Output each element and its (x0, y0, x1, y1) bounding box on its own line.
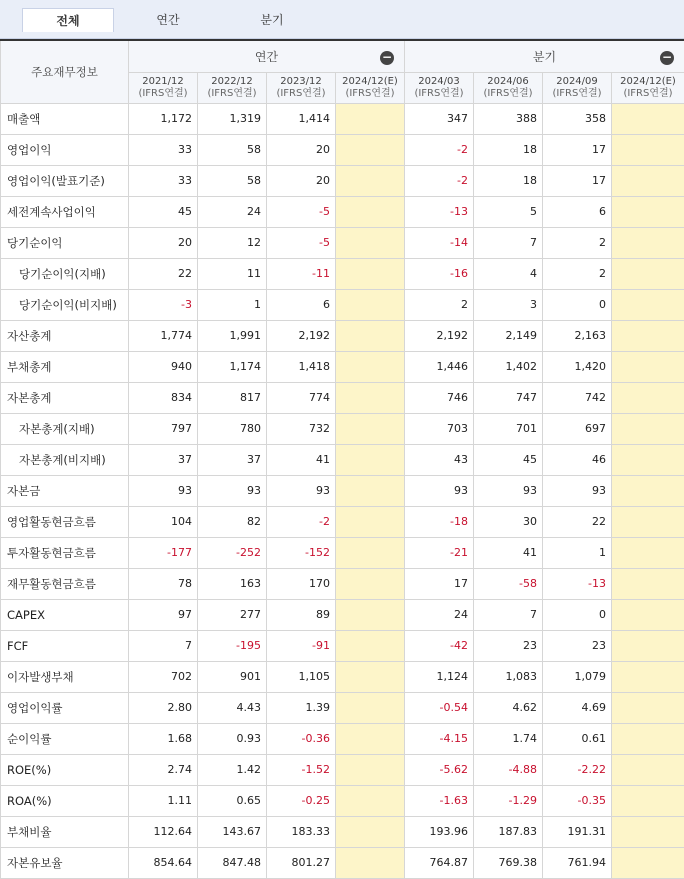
column-period: 2024/09 (556, 75, 598, 87)
table-cell (336, 785, 405, 816)
table-cell: -42 (405, 630, 474, 661)
table-cell (612, 599, 684, 630)
table-cell: 769.38 (474, 847, 543, 878)
column-basis: (IFRS연결) (483, 87, 533, 99)
table-cell: 78 (129, 568, 198, 599)
table-cell: 104 (129, 506, 198, 537)
table-cell: 45 (474, 444, 543, 475)
table-cell: 22 (129, 258, 198, 289)
table-cell: 112.64 (129, 816, 198, 847)
table-cell: 1.68 (129, 723, 198, 754)
table-cell: 701 (474, 413, 543, 444)
table-row (1, 196, 684, 227)
table-cell: -2.22 (543, 754, 612, 785)
table-cell: -13 (405, 196, 474, 227)
table-cell: 37 (198, 444, 267, 475)
table-cell: 1,420 (543, 351, 612, 382)
table-cell: 1,319 (198, 103, 267, 134)
table-row (1, 382, 684, 413)
table-cell: 2,149 (474, 320, 543, 351)
row-label: 당기순이익 (1, 227, 129, 258)
table-cell: 702 (129, 661, 198, 692)
table-cell: 0 (543, 289, 612, 320)
table-cell: 93 (267, 475, 336, 506)
table-cell: -1.29 (474, 785, 543, 816)
table-cell (612, 785, 684, 816)
table-cell: 5 (474, 196, 543, 227)
column-header (198, 72, 267, 103)
table-cell: 2.74 (129, 754, 198, 785)
table-cell (612, 506, 684, 537)
table-row (1, 134, 684, 165)
table-cell: 20 (129, 227, 198, 258)
table-cell: 24 (198, 196, 267, 227)
table-cell (612, 258, 684, 289)
table-cell (612, 196, 684, 227)
table-cell: 0.65 (198, 785, 267, 816)
table-cell: -58 (474, 568, 543, 599)
table-cell: 97 (129, 599, 198, 630)
row-label: CAPEX (1, 599, 129, 630)
table-row (1, 506, 684, 537)
column-basis: (IFRS연결) (345, 87, 395, 99)
table-cell: 93 (405, 475, 474, 506)
table-cell: -18 (405, 506, 474, 537)
table-cell: 1 (543, 537, 612, 568)
table-cell: 183.33 (267, 816, 336, 847)
table-cell: 2,163 (543, 320, 612, 351)
table-cell: 0 (543, 599, 612, 630)
table-row (1, 289, 684, 320)
column-header (612, 72, 684, 103)
table-cell (336, 754, 405, 785)
table-row (1, 351, 684, 382)
row-label: 매출액 (1, 103, 129, 134)
table-cell: 7 (129, 630, 198, 661)
table-cell: 1,414 (267, 103, 336, 134)
table-cell: -152 (267, 537, 336, 568)
table-cell: -0.36 (267, 723, 336, 754)
table-cell: -252 (198, 537, 267, 568)
table-cell: 20 (267, 165, 336, 196)
table-cell (336, 320, 405, 351)
table-cell: 37 (129, 444, 198, 475)
column-header (543, 72, 612, 103)
column-basis: (IFRS연결) (138, 87, 188, 99)
table-row (1, 320, 684, 351)
table-row (1, 568, 684, 599)
tab-bar (0, 0, 684, 39)
table-cell: 732 (267, 413, 336, 444)
table-cell: 33 (129, 134, 198, 165)
table-cell: 1 (198, 289, 267, 320)
table-row (1, 692, 684, 723)
table-row (1, 785, 684, 816)
row-label: 영업활동현금흐름 (1, 506, 129, 537)
table-cell: 1,446 (405, 351, 474, 382)
tab-quarter[interactable]: 분기 (260, 13, 284, 27)
table-cell: 358 (543, 103, 612, 134)
table-cell: 4.62 (474, 692, 543, 723)
table-cell: 17 (543, 134, 612, 165)
table-cell (336, 413, 405, 444)
table-cell: -5.62 (405, 754, 474, 785)
table-row (1, 599, 684, 630)
table-cell (336, 134, 405, 165)
table-cell (612, 847, 684, 878)
table-cell: -1.63 (405, 785, 474, 816)
table-cell (336, 444, 405, 475)
table-cell: 11 (198, 258, 267, 289)
table-cell: -195 (198, 630, 267, 661)
table-cell (336, 630, 405, 661)
table-row (1, 816, 684, 847)
table-cell: -4.88 (474, 754, 543, 785)
table-cell: -0.25 (267, 785, 336, 816)
table-cell (612, 320, 684, 351)
table-row (1, 413, 684, 444)
collapse-annual-icon[interactable]: − (381, 50, 393, 64)
column-header (267, 72, 336, 103)
table-cell: 797 (129, 413, 198, 444)
row-label: 자본총계(지배) (1, 413, 129, 444)
row-label: 자본총계 (1, 382, 129, 413)
table-cell (612, 816, 684, 847)
table-cell: 93 (543, 475, 612, 506)
row-label: 영업이익률 (1, 692, 129, 723)
table-cell: 780 (198, 413, 267, 444)
table-cell: -2 (405, 134, 474, 165)
row-label: 이자발생부채 (1, 661, 129, 692)
table-cell (336, 847, 405, 878)
table-cell (612, 165, 684, 196)
table-cell: 24 (405, 599, 474, 630)
table-cell: 1.11 (129, 785, 198, 816)
table-cell: 1,172 (129, 103, 198, 134)
table-cell (336, 258, 405, 289)
row-label: 자본금 (1, 475, 129, 506)
column-header (336, 72, 405, 103)
table-cell: 23 (474, 630, 543, 661)
table-cell: -14 (405, 227, 474, 258)
table-cell: 746 (405, 382, 474, 413)
table-row (1, 661, 684, 692)
quarter-group-label: 분기 (532, 49, 557, 64)
table-row (1, 537, 684, 568)
table-cell: 761.94 (543, 847, 612, 878)
column-header (474, 72, 543, 103)
row-label: 영업이익(발표기준) (1, 165, 129, 196)
table-cell: 801.27 (267, 847, 336, 878)
table-cell: 43 (405, 444, 474, 475)
table-cell (336, 289, 405, 320)
column-period: 2024/03 (418, 75, 460, 87)
table-cell: 834 (129, 382, 198, 413)
table-cell: 7 (474, 599, 543, 630)
column-period: 2024/06 (487, 75, 529, 87)
table-cell: 93 (474, 475, 543, 506)
table-cell (612, 630, 684, 661)
row-label: ROA(%) (1, 785, 129, 816)
table-cell (336, 692, 405, 723)
table-cell (336, 599, 405, 630)
table-cell: 742 (543, 382, 612, 413)
table-cell: -16 (405, 258, 474, 289)
table-cell (336, 568, 405, 599)
table-cell: 2 (543, 227, 612, 258)
table-cell: 143.67 (198, 816, 267, 847)
row-label: 투자활동현금흐름 (1, 537, 129, 568)
table-cell (612, 134, 684, 165)
table-row (1, 630, 684, 661)
table-cell: 1,774 (129, 320, 198, 351)
table-row (1, 103, 684, 134)
annual-group-header (129, 40, 405, 72)
table-cell (612, 444, 684, 475)
table-cell (336, 382, 405, 413)
row-label: 부채총계 (1, 351, 129, 382)
table-cell: 1,402 (474, 351, 543, 382)
table-cell: 41 (474, 537, 543, 568)
table-row (1, 754, 684, 785)
table-cell: -4.15 (405, 723, 474, 754)
row-label: 자본유보율 (1, 847, 129, 878)
table-cell: -2 (405, 165, 474, 196)
table-cell: 1,083 (474, 661, 543, 692)
column-period: 2024/12(E) (342, 75, 398, 87)
table-cell: 347 (405, 103, 474, 134)
row-label: FCF (1, 630, 129, 661)
row-label: 당기순이익(비지배) (1, 289, 129, 320)
table-cell: 1,991 (198, 320, 267, 351)
table-cell: 388 (474, 103, 543, 134)
table-cell (336, 506, 405, 537)
table-cell: 0.93 (198, 723, 267, 754)
table-cell (612, 227, 684, 258)
table-cell: -11 (267, 258, 336, 289)
table-cell (336, 475, 405, 506)
table-cell: 1,418 (267, 351, 336, 382)
column-basis: (IFRS연결) (552, 87, 602, 99)
row-label: 세전계속사업이익 (1, 196, 129, 227)
table-cell: 58 (198, 134, 267, 165)
table-cell: 58 (198, 165, 267, 196)
table-cell: 4.43 (198, 692, 267, 723)
table-cell: 170 (267, 568, 336, 599)
table-cell: -2 (267, 506, 336, 537)
table-row (1, 723, 684, 754)
table-cell: 4.69 (543, 692, 612, 723)
table-cell (336, 103, 405, 134)
table-cell: -177 (129, 537, 198, 568)
column-period: 2022/12 (211, 75, 253, 87)
annual-group-label: 연간 (254, 49, 279, 64)
row-label: 자본총계(비지배) (1, 444, 129, 475)
column-basis: (IFRS연결) (207, 87, 257, 99)
column-period: 2024/12(E) (620, 75, 676, 87)
table-cell: 847.48 (198, 847, 267, 878)
table-cell: 747 (474, 382, 543, 413)
table-cell: 697 (543, 413, 612, 444)
table-cell (336, 165, 405, 196)
financial-summary-table (0, 39, 684, 879)
table-cell: 3 (474, 289, 543, 320)
table-cell: 854.64 (129, 847, 198, 878)
table-cell (612, 413, 684, 444)
table-cell (612, 661, 684, 692)
table-cell: 1,174 (198, 351, 267, 382)
table-cell: 191.31 (543, 816, 612, 847)
table-cell (612, 351, 684, 382)
row-label: 당기순이익(지배) (1, 258, 129, 289)
row-header-label: 주요재무정보 (1, 40, 129, 103)
table-cell: 940 (129, 351, 198, 382)
table-cell: 41 (267, 444, 336, 475)
table-cell: 89 (267, 599, 336, 630)
table-cell (336, 816, 405, 847)
table-cell: 45 (129, 196, 198, 227)
table-cell: 163 (198, 568, 267, 599)
table-cell: 1,124 (405, 661, 474, 692)
column-basis: (IFRS연결) (276, 87, 326, 99)
table-cell: -5 (267, 196, 336, 227)
row-label: 자산총계 (1, 320, 129, 351)
table-cell: 1.39 (267, 692, 336, 723)
column-header (129, 72, 198, 103)
table-cell (612, 103, 684, 134)
table-cell: 2.80 (129, 692, 198, 723)
table-cell: 82 (198, 506, 267, 537)
table-cell: 20 (267, 134, 336, 165)
table-cell: 901 (198, 661, 267, 692)
table-cell: 18 (474, 134, 543, 165)
table-cell: -21 (405, 537, 474, 568)
table-cell: 30 (474, 506, 543, 537)
row-label: ROE(%) (1, 754, 129, 785)
table-cell: 93 (198, 475, 267, 506)
table-row (1, 444, 684, 475)
table-cell: -13 (543, 568, 612, 599)
table-cell: 1.42 (198, 754, 267, 785)
table-cell (336, 537, 405, 568)
table-cell: 7 (474, 227, 543, 258)
table-cell (612, 289, 684, 320)
quarter-group-header (405, 40, 684, 72)
row-label: 부채비율 (1, 816, 129, 847)
table-cell: 4 (474, 258, 543, 289)
table-cell: 18 (474, 165, 543, 196)
table-cell: -0.35 (543, 785, 612, 816)
table-cell (612, 382, 684, 413)
table-cell: 774 (267, 382, 336, 413)
table-cell (612, 537, 684, 568)
table-cell: 12 (198, 227, 267, 258)
table-cell: 703 (405, 413, 474, 444)
table-cell: 1.74 (474, 723, 543, 754)
table-cell: 1,079 (543, 661, 612, 692)
column-period: 2021/12 (142, 75, 184, 87)
table-cell: 23 (543, 630, 612, 661)
row-label: 재무활동현금흐름 (1, 568, 129, 599)
table-cell (336, 661, 405, 692)
table-cell: -91 (267, 630, 336, 661)
table-cell: -1.52 (267, 754, 336, 785)
table-cell: 6 (543, 196, 612, 227)
table-cell: 17 (405, 568, 474, 599)
table-row (1, 258, 684, 289)
table-cell: 193.96 (405, 816, 474, 847)
table-cell (612, 723, 684, 754)
table-cell: 33 (129, 165, 198, 196)
column-period: 2023/12 (280, 75, 322, 87)
column-basis: (IFRS연결) (414, 87, 464, 99)
table-cell: 277 (198, 599, 267, 630)
table-cell (612, 692, 684, 723)
table-row (1, 847, 684, 878)
table-cell: 764.87 (405, 847, 474, 878)
row-label: 영업이익 (1, 134, 129, 165)
table-cell: 0.61 (543, 723, 612, 754)
table-cell (612, 568, 684, 599)
table-cell: -3 (129, 289, 198, 320)
table-cell: 22 (543, 506, 612, 537)
table-cell: 6 (267, 289, 336, 320)
tab-all[interactable]: 전체 (22, 8, 114, 32)
table-cell (612, 754, 684, 785)
table-row (1, 475, 684, 506)
table-cell: -0.54 (405, 692, 474, 723)
table-cell: 2 (405, 289, 474, 320)
table-cell: 93 (129, 475, 198, 506)
table-cell: 1,105 (267, 661, 336, 692)
row-label: 순이익률 (1, 723, 129, 754)
table-cell (612, 475, 684, 506)
column-header (405, 72, 474, 103)
table-cell: 817 (198, 382, 267, 413)
table-cell: 2,192 (267, 320, 336, 351)
table-row (1, 165, 684, 196)
table-cell: -5 (267, 227, 336, 258)
table-cell (336, 351, 405, 382)
table-cell: 46 (543, 444, 612, 475)
table-cell (336, 227, 405, 258)
table-row (1, 227, 684, 258)
tab-annual[interactable]: 연간 (156, 13, 180, 27)
table-cell (336, 723, 405, 754)
table-cell: 187.83 (474, 816, 543, 847)
collapse-quarter-icon[interactable]: − (661, 50, 673, 64)
table-cell (336, 196, 405, 227)
column-basis: (IFRS연결) (623, 87, 673, 99)
table-cell: 17 (543, 165, 612, 196)
table-cell: 2 (543, 258, 612, 289)
table-cell: 2,192 (405, 320, 474, 351)
